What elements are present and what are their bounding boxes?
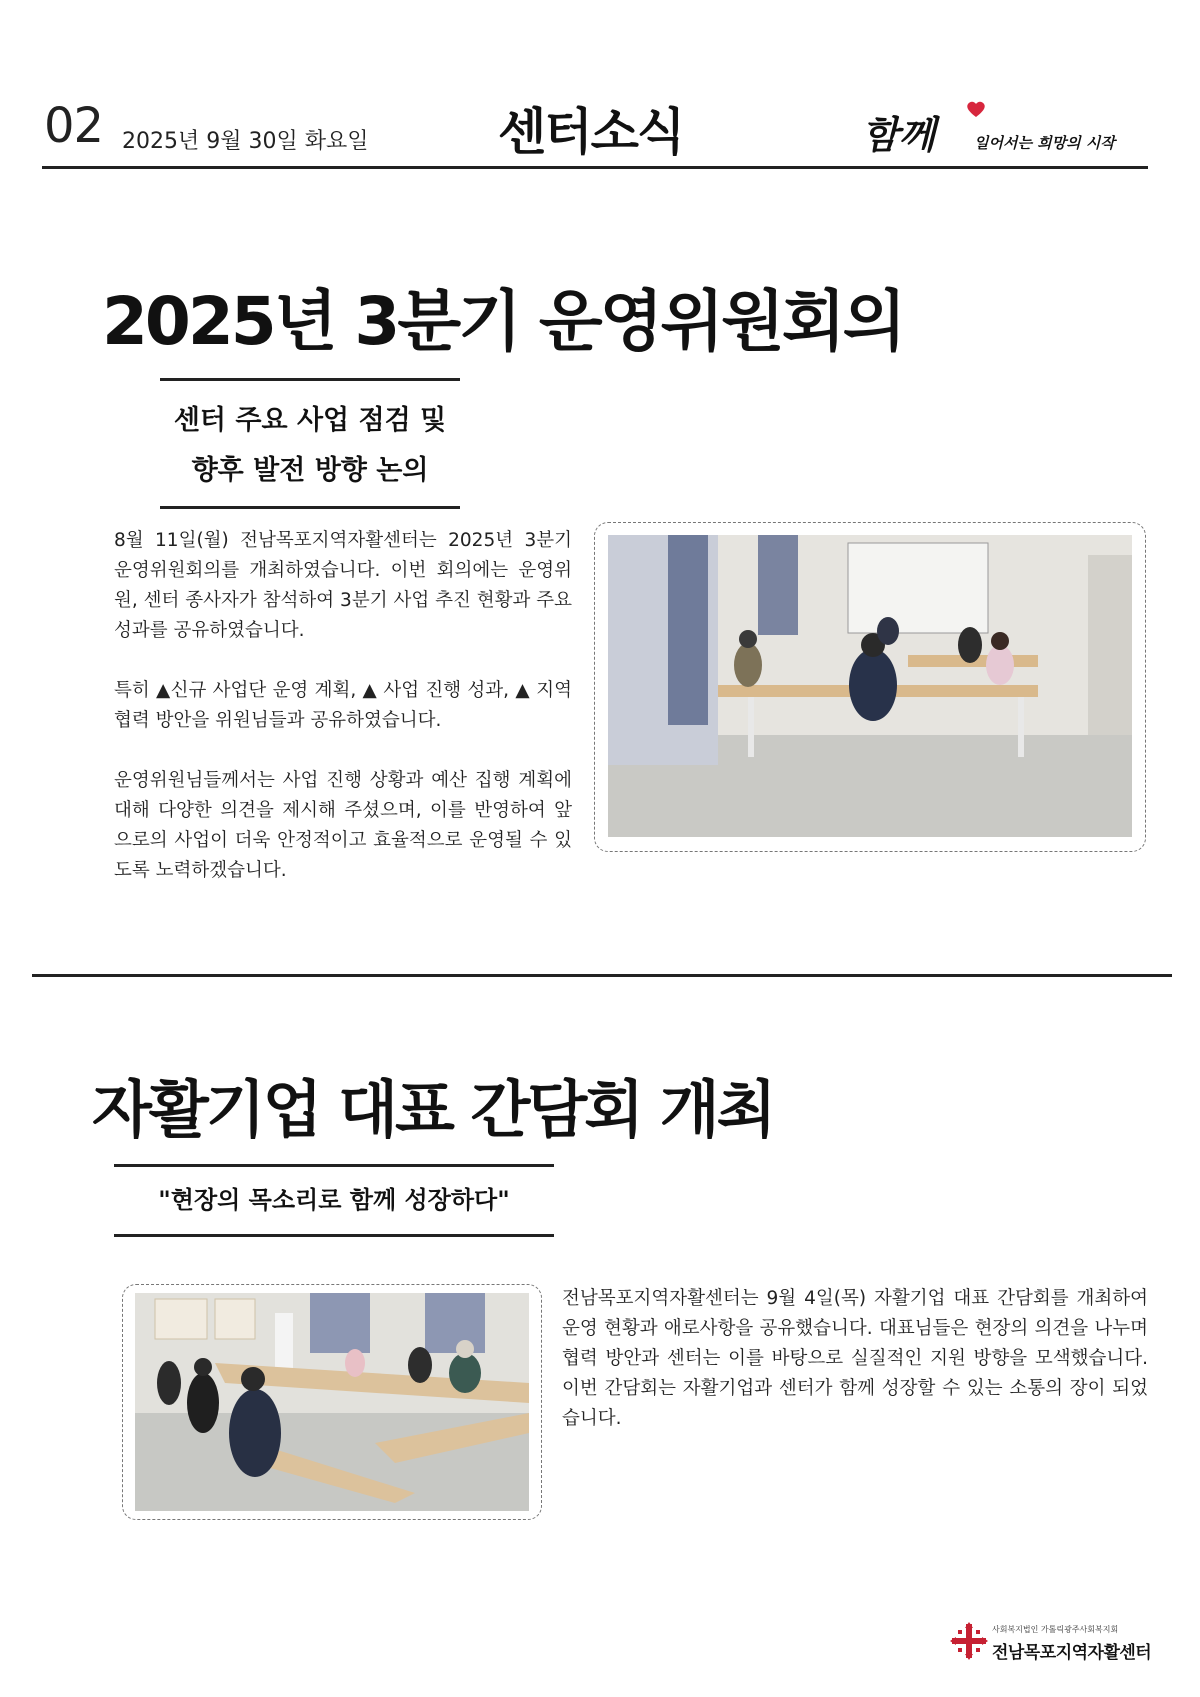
slogan-sub: 일어서는 희망의 시작 <box>974 134 1115 152</box>
article1-subtitle-rule-top <box>160 378 460 381</box>
slogan-logo <box>862 104 1142 164</box>
article1-photo-frame <box>594 522 1146 852</box>
issue-date: 2025년 9월 30일 화요일 <box>122 129 369 154</box>
article2-subtitle: "현장의 목소리로 함께 성장하다" <box>158 1186 510 1214</box>
article1-subtitle-line2: 향후 발전 방향 논의 <box>191 455 429 486</box>
page-number: 02 <box>44 98 104 154</box>
caritas-cross-icon <box>950 1622 988 1660</box>
footer-org-logo <box>950 1620 1170 1670</box>
article2-title: 자활기업 대표 간담회 개최 <box>92 1073 774 1146</box>
meeting-room-illustration <box>608 535 1132 837</box>
article1-subtitle-rule-bottom <box>160 506 460 509</box>
heart-icon <box>966 100 986 118</box>
footer-org-name: 전남목포지역자활센터 <box>992 1643 1152 1663</box>
header-rule <box>42 166 1148 169</box>
article2-subtitle-rule-bottom <box>114 1234 554 1237</box>
article1-paragraph: 운영위원님들께서는 사업 진행 상황과 예산 집행 계획에 대해 다양한 의견을 제시해 주셨으며, 이를 반영하여 앞으로의 사업이 더욱 안정적이고 효율적으로 운영될 수 있도록 노력하겠습니다. <box>114 770 572 881</box>
article1-paragraph: 8월 11일(월) 전남목포지역자활센터는 2025년 3분기 운영위원회의를 개최하였습니다. 이번 회의에는 운영위원, 센터 종사자가 참석하여 3분기 사업 추진 현황과 주요 성과를 공유하였습니다. <box>114 530 572 641</box>
footer-org-parent: 사회복지법인 가톨릭광주사회복지회 <box>992 1625 1119 1634</box>
article1-title: 2025년 3분기 운영위원회의 <box>102 283 904 360</box>
section-title: 센터소식 <box>498 103 684 161</box>
article2-body <box>562 1284 1148 1434</box>
slogan-main: 함께 <box>862 112 936 157</box>
article1-meeting-photo <box>608 535 1132 837</box>
article1-paragraph: 특히 ▲신규 사업단 운영 계획, ▲ 사업 진행 성과, ▲ 지역 협력 방안을 위원님들과 공유하였습니다. <box>114 680 572 731</box>
article2-subtitle-rule-top <box>114 1164 554 1167</box>
roundtable-illustration <box>135 1293 529 1511</box>
article2-meeting-photo <box>135 1293 529 1511</box>
article1-subtitle <box>160 396 460 496</box>
section-divider <box>32 974 1172 977</box>
article2-photo-frame <box>122 1284 542 1520</box>
article2-paragraph: 전남목포지역자활센터는 9월 4일(목) 자활기업 대표 간담회를 개최하여 운영 현황과 애로사항을 공유했습니다. 대표님들은 현장의 의견을 나누며 협력 방안과 센터는 이를 바탕으로 실질적인 지원 방향을 모색했습니다. 이번 간담회는 자활기업과 센터가 함께 성장할 수 있는 소통의 장이 되었습니다. <box>562 1288 1148 1429</box>
article1-subtitle-line1: 센터 주요 사업 점검 및 <box>173 405 447 436</box>
article1-body <box>114 526 572 916</box>
